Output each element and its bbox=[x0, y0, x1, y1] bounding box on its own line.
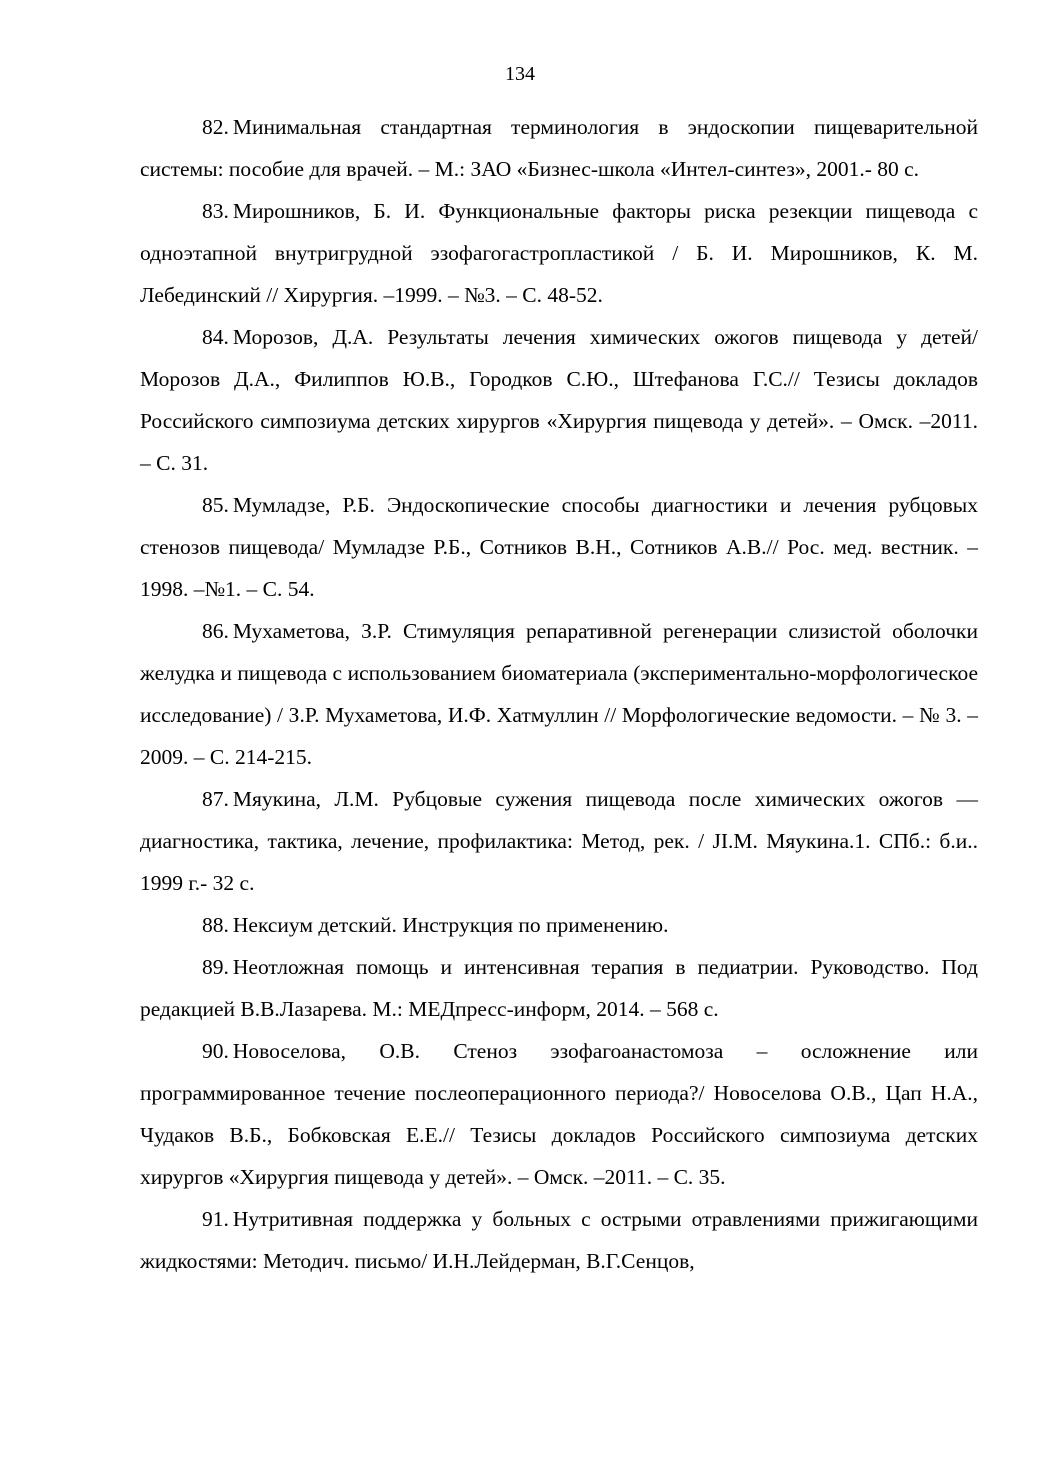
reference-text: Нексиум детский. Инструкция по применению. bbox=[232, 913, 669, 937]
reference-item-87 bbox=[140, 778, 978, 904]
reference-text: Морозов, Д.А. Результаты лечения химических ожогов пищевода у детей/ Морозов Д.А., Филиппов Ю.В., Городков С.Ю., Штефанова Г.С.// Тезисы докладов Российского симпозиума детских хирургов «Хирургия пищевода у детей». – Омск. –2011. – С. 31. bbox=[140, 325, 978, 475]
reference-text: Мухаметова, З.Р. Стимуляция репаративной регенерации слизистой оболочки желудка и пищевода с использованием биоматериала (экспериментально-морфологическое исследование) / З.Р. Мухаметова, И.Ф. Хатмуллин // Морфологические ведомости. – № 3. –2009. – С. 214-215. bbox=[140, 619, 978, 769]
reference-text: Минимальная стандартная терминология в эндоскопии пищеварительной системы: пособие для врачей. – М.: ЗАО «Бизнес-школа «Интел-синтез», 2001.- 80 с. bbox=[140, 115, 978, 181]
reference-number: 87. bbox=[202, 787, 229, 811]
reference-item-85 bbox=[140, 484, 978, 610]
reference-text: Неотложная помощь и интенсивная терапия в педиатрии. Руководство. Под редакцией В.В.Лазарева. М.: МЕДпресс-информ, 2014. – 568 с. bbox=[140, 955, 978, 1021]
reference-item-91 bbox=[140, 1198, 978, 1282]
reference-text: Нутритивная поддержка у больных с острыми отравлениями прижигающими жидкостями: Методич. письмо/ И.Н.Лейдерман, В.Г.Сенцов, bbox=[140, 1207, 978, 1273]
reference-number: 82. bbox=[202, 115, 229, 139]
reference-text: Мирошников, Б. И. Функциональные факторы риска резекции пищевода с одноэтапной внутригрудной эзофагогастропластикой / Б. И. Мирошников, К. М. Лебединский // Хирургия. –1999. – №3. – С. 48-52. bbox=[140, 199, 978, 307]
reference-item-88 bbox=[140, 904, 978, 946]
reference-number: 86. bbox=[202, 619, 229, 643]
reference-item-84 bbox=[140, 316, 978, 484]
reference-item-83 bbox=[140, 190, 978, 316]
page-number: 134 bbox=[505, 63, 535, 85]
reference-number: 91. bbox=[202, 1207, 229, 1231]
reference-text: Мумладзе, Р.Б. Эндоскопические способы диагностики и лечения рубцовых стенозов пищевода/ Мумладзе Р.Б., Сотников В.Н., Сотников А.В.// Рос. мед. вестник. – 1998. –№1. – С. 54. bbox=[140, 493, 978, 601]
reference-item-89 bbox=[140, 946, 978, 1030]
reference-number: 89. bbox=[202, 955, 229, 979]
reference-list bbox=[140, 106, 978, 1282]
reference-item-90 bbox=[140, 1030, 978, 1198]
reference-number: 84. bbox=[202, 325, 229, 349]
reference-item-82 bbox=[140, 106, 978, 190]
reference-number: 90. bbox=[202, 1039, 229, 1063]
reference-number: 85. bbox=[202, 493, 229, 517]
reference-number: 83. bbox=[202, 199, 229, 223]
reference-item-86 bbox=[140, 610, 978, 778]
reference-text: Новоселова, О.В. Стеноз эзофагоанастомоза – осложнение или программированное течение послеоперационного периода?/ Новоселова О.В., Цап Н.А., Чудаков В.Б., Бобковская Е.Е.// Тезисы докладов Российского симпозиума детских хирургов «Хирургия пищевода у детей». – Омск. –2011. – С. 35. bbox=[140, 1039, 978, 1189]
reference-text: Мяукина, Л.М. Рубцовые сужения пищевода после химических ожогов — диагностика, тактика, лечение, профилактика: Метод, рек. / JI.M. Мяукина.1. СПб.: б.и.. 1999 г.- 32 с. bbox=[140, 787, 978, 895]
reference-number: 88. bbox=[202, 913, 229, 937]
